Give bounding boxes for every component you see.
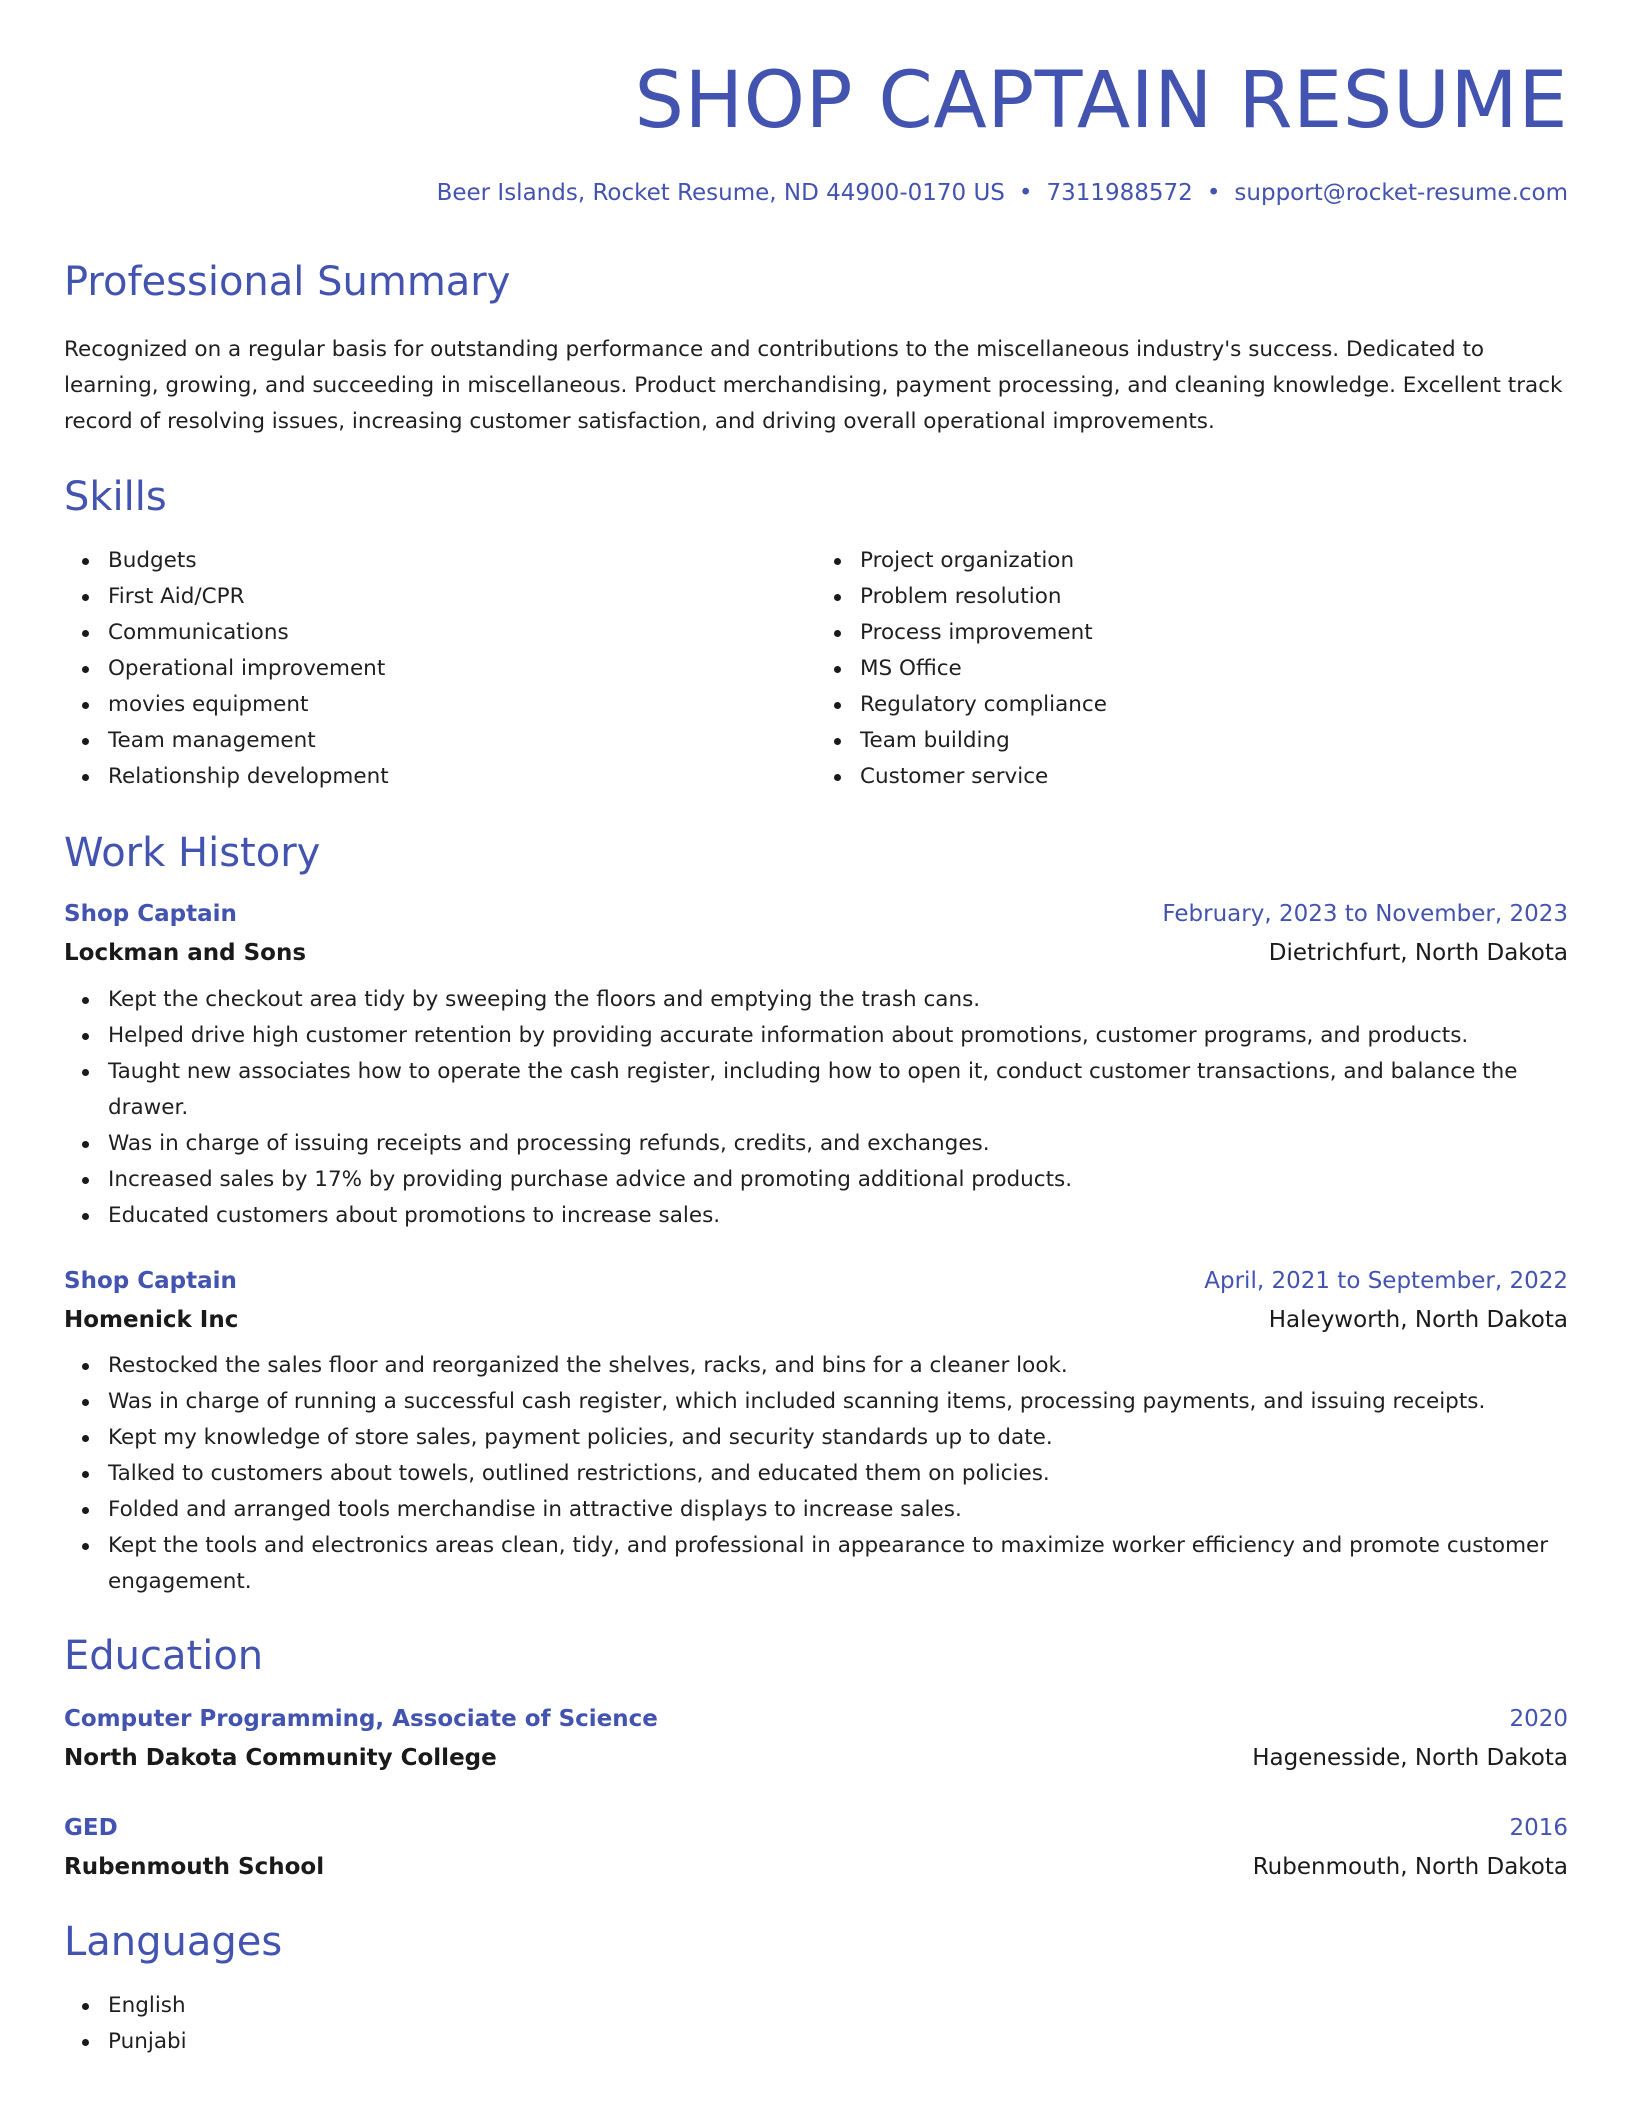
- job-bullet: Kept the checkout area tidy by sweeping the floors and emptying the trash cans.: [108, 982, 1568, 1018]
- resume-name: SHOP CAPTAIN RESUME: [634, 56, 1568, 146]
- degree-year: 2016: [1509, 1815, 1568, 1841]
- skill-item: MS Office: [860, 651, 1568, 687]
- school-name: Rubenmouth School: [64, 1854, 325, 1880]
- skill-item: Team management: [108, 723, 816, 759]
- job-location: Dietrichfurt, North Dakota: [1268, 940, 1568, 966]
- degree-row: [64, 1815, 1568, 1841]
- job-bullet: Restocked the sales floor and reorganized the shelves, racks, and bins for a cleaner look.: [108, 1348, 1568, 1384]
- job-bullet: Educated customers about promotions to increase sales.: [108, 1198, 1568, 1234]
- languages-list: [64, 1988, 1568, 2060]
- job-company: Lockman and Sons: [64, 940, 307, 966]
- skills-grid: [64, 543, 1568, 795]
- skills-heading: Skills: [64, 474, 167, 520]
- job-bullet: Was in charge of running a successful cash register, which included scanning items, processing payments, and issuing receipts.: [108, 1384, 1568, 1420]
- work-history-heading: Work History: [64, 830, 321, 876]
- job-location: Haleyworth, North Dakota: [1268, 1307, 1568, 1333]
- school-row: [64, 1745, 1568, 1771]
- degree-year: 2020: [1509, 1706, 1568, 1732]
- skill-item: Team building: [860, 723, 1568, 759]
- skill-item: Communications: [108, 615, 816, 651]
- skills-left-column: [64, 543, 816, 795]
- skill-item: Operational improvement: [108, 651, 816, 687]
- contact-address: Beer Islands, Rocket Resume, ND 44900-0170 US: [436, 180, 1005, 206]
- contact-separator: •: [1206, 180, 1221, 206]
- summary-text: Recognized on a regular basis for outstanding performance and contributions to the miscellaneous industry's success. Dedicated to learning, growing, and succeeding in miscellaneous. Product merchandising, payment processing, and cleaning knowledge. Excellent track record of resolving issues, increasing customer satisfaction, and driving overall operational improvements.: [64, 337, 1563, 434]
- job-bullet: Was in charge of issuing receipts and processing refunds, credits, and exchanges.: [108, 1126, 1568, 1162]
- contact-email: support@rocket-resume.com: [1234, 180, 1568, 206]
- skill-item: Regulatory compliance: [860, 687, 1568, 723]
- skill-item: Project organization: [860, 543, 1568, 579]
- job-title: Shop Captain: [64, 1268, 237, 1294]
- school-location: Rubenmouth, North Dakota: [1252, 1854, 1568, 1880]
- education-heading: Education: [64, 1633, 264, 1679]
- skill-item: Customer service: [860, 759, 1568, 795]
- job-title: Shop Captain: [64, 901, 237, 927]
- job-dates: April, 2021 to September, 2022: [1204, 1268, 1568, 1294]
- job-bullet: Talked to customers about towels, outlined restrictions, and educated them on policies.: [108, 1456, 1568, 1492]
- education-entry: [64, 1706, 1568, 1771]
- job-company: Homenick Inc: [64, 1307, 239, 1333]
- job-company-row: [64, 940, 1568, 966]
- skill-item: movies equipment: [108, 687, 816, 723]
- skill-item: First Aid/CPR: [108, 579, 816, 615]
- skill-item: Relationship development: [108, 759, 816, 795]
- job-bullet: Kept my knowledge of store sales, payment policies, and security standards up to date.: [108, 1420, 1568, 1456]
- contact-line: [64, 182, 1568, 205]
- degree-title: GED: [64, 1815, 118, 1841]
- job-company-row: [64, 1307, 1568, 1333]
- skill-item: Problem resolution: [860, 579, 1568, 615]
- languages-heading: Languages: [64, 1919, 283, 1965]
- language-item: English: [108, 1988, 1568, 2024]
- job-bullet: Increased sales by 17% by providing purchase advice and promoting additional products.: [108, 1162, 1568, 1198]
- job-bullet: Folded and arranged tools merchandise in attractive displays to increase sales.: [108, 1492, 1568, 1528]
- job-bullet: Kept the tools and electronics areas clean, tidy, and professional in appearance to maximize worker efficiency and promote customer engagement.: [108, 1528, 1568, 1600]
- job-entry: [64, 901, 1568, 1234]
- degree-title: Computer Programming, Associate of Science: [64, 1706, 658, 1732]
- job-entry: [64, 1268, 1568, 1600]
- job-bullets: [64, 982, 1568, 1234]
- skill-item: Process improvement: [860, 615, 1568, 651]
- contact-phone: 7311988572: [1046, 180, 1193, 206]
- school-name: North Dakota Community College: [64, 1745, 497, 1771]
- degree-row: [64, 1706, 1568, 1732]
- education-entry: [64, 1815, 1568, 1880]
- job-bullet: Helped drive high customer retention by providing accurate information about promotions, customer programs, and products.: [108, 1018, 1568, 1054]
- skills-right-column: [816, 543, 1568, 795]
- skill-item: Budgets: [108, 543, 816, 579]
- language-item: Punjabi: [108, 2024, 1568, 2060]
- contact-separator: •: [1018, 180, 1033, 206]
- job-title-row: [64, 1268, 1568, 1294]
- summary-heading: Professional Summary: [64, 259, 511, 305]
- job-dates: February, 2023 to November, 2023: [1162, 901, 1568, 927]
- job-bullet: Taught new associates how to operate the cash register, including how to open it, conduct customer transactions, and balance the drawer.: [108, 1054, 1568, 1126]
- job-bullets: [64, 1348, 1568, 1600]
- job-title-row: [64, 901, 1568, 927]
- school-row: [64, 1854, 1568, 1880]
- school-location: Hagenesside, North Dakota: [1252, 1745, 1568, 1771]
